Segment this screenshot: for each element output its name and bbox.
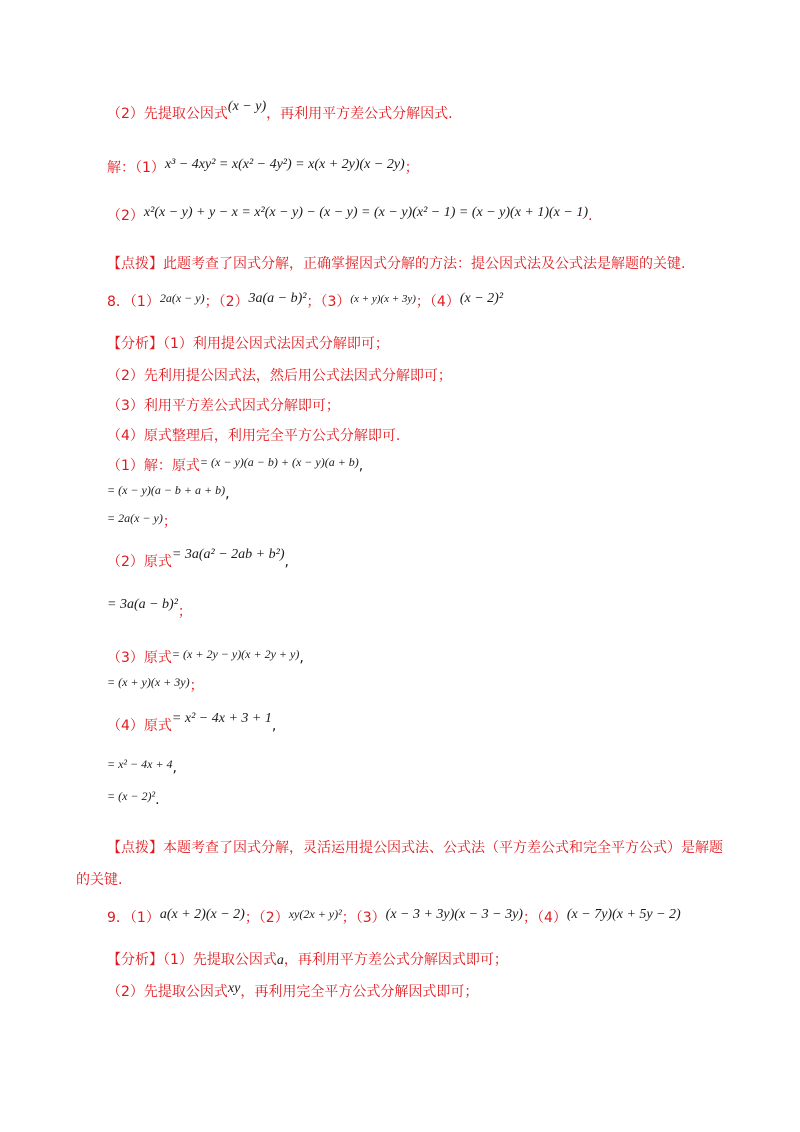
text-line-21 xyxy=(0,870,800,890)
text: ，再利用完全平方公式分解因式即可； xyxy=(240,984,479,1000)
formula: = (x − y)(a − b + a + b) xyxy=(107,483,226,497)
text-line-16 xyxy=(0,676,800,696)
formula: 2a(x − y) xyxy=(159,291,205,305)
text-line-3 xyxy=(0,206,800,227)
formula: 3a(a − b)² xyxy=(248,291,307,306)
formula: x²(x − y) + y − x = x²(x − y) − (x − y) = (x − y)(x² − 1) = (x − y)(x + 1)(x − 1) xyxy=(143,205,589,220)
text: ，再利用平方差公式分解因式. xyxy=(266,106,453,122)
formula: = 2a(x − y) xyxy=(107,511,163,525)
text: , xyxy=(271,718,277,734)
text-line-14 xyxy=(0,597,800,623)
text: 的关键. xyxy=(76,872,123,888)
text-line-7 xyxy=(0,366,800,386)
text: 【分析】（1）先提取公因式 xyxy=(107,952,277,968)
text-line-24 xyxy=(0,982,800,1003)
text-line-22 xyxy=(0,908,800,929)
text: 【分析】（1）利用提公因式法因式分解即可； xyxy=(107,336,389,352)
text: （1）解：原式 xyxy=(107,458,200,474)
text: 9．（1） xyxy=(107,910,160,926)
text-line-17 xyxy=(0,711,800,737)
text-line-1 xyxy=(0,99,800,125)
text: , xyxy=(358,458,364,474)
text-line-19 xyxy=(0,790,800,810)
formula: (x − 3 + 3y)(x − 3 − 3y) xyxy=(385,907,523,922)
text-line-18 xyxy=(0,758,800,778)
formula: x³ − 4xy² = x(x² − 4y²) = x(x + 2y)(x − 2y) xyxy=(164,157,405,172)
text-line-2 xyxy=(0,158,800,179)
text: . xyxy=(155,792,160,808)
text: ；（2） xyxy=(244,910,289,926)
formula: = x² − 4x + 4 xyxy=(107,757,173,771)
formula: = 3a(a − b)² xyxy=(107,597,178,612)
formula: xy(2x + y)² xyxy=(288,907,342,921)
text: （2） xyxy=(107,208,144,224)
formula: = x² − 4x + 3 + 1 xyxy=(171,711,272,726)
text: （3）利用平方差公式因式分解即可； xyxy=(107,398,340,414)
text: ；（4） xyxy=(522,910,567,926)
formula: (x − 2)² xyxy=(459,291,504,306)
text: ； xyxy=(189,678,204,694)
text: ；（3） xyxy=(306,294,351,310)
text: （2）先利用提公因式法，然后用公式法因式分解即可； xyxy=(107,368,452,384)
text: . xyxy=(588,208,593,224)
text: ；（4） xyxy=(415,294,460,310)
formula: xy xyxy=(227,981,241,996)
text-line-9 xyxy=(0,426,800,446)
formula: = (x + 2y − y)(x + 2y + y) xyxy=(171,647,300,661)
text-line-11 xyxy=(0,484,800,504)
text-line-4 xyxy=(0,254,800,274)
formula: a xyxy=(276,953,284,968)
text: , xyxy=(284,554,289,570)
text: ；（3） xyxy=(341,910,386,926)
text: 8．（1） xyxy=(107,294,160,310)
text: （2）先提取公因式 xyxy=(107,984,228,1000)
text: （2）原式 xyxy=(107,554,172,570)
text: ，再利用平方差公式分解因式即可； xyxy=(283,952,508,968)
text: , xyxy=(225,486,230,502)
text: （2）先提取公因式 xyxy=(107,106,228,122)
text-line-10 xyxy=(0,456,800,476)
text: ； xyxy=(162,514,177,530)
text: ； xyxy=(177,604,192,620)
text: 解：（1） xyxy=(107,160,165,176)
formula: (x − y) xyxy=(227,99,267,114)
formula: = (x + y)(x + 3y) xyxy=(107,675,190,689)
text-line-20 xyxy=(0,838,800,858)
text-line-8 xyxy=(0,396,800,416)
text-line-5 xyxy=(0,292,800,313)
text: （3）原式 xyxy=(107,650,172,666)
text: ； xyxy=(404,160,419,176)
formula: (x + y)(x + 3y) xyxy=(350,293,416,305)
text-line-13 xyxy=(0,547,800,573)
text: ；（2） xyxy=(204,294,249,310)
text-line-12 xyxy=(0,512,800,532)
text: （4）原式整理后，利用完全平方公式分解即可. xyxy=(107,428,401,444)
formula: = (x − 2)² xyxy=(107,789,156,803)
text: , xyxy=(299,650,304,666)
formula: = 3a(a² − 2ab + b²) xyxy=(171,547,285,562)
text: （4）原式 xyxy=(107,718,172,734)
text-line-23 xyxy=(0,950,800,971)
formula: = (x − y)(a − b) + (x − y)(a + b) xyxy=(199,455,359,469)
text-line-15 xyxy=(0,648,800,668)
text: , xyxy=(172,760,177,776)
text: 【点拨】此题考查了因式分解，正确掌握因式分解的方法：提公因式法及公式法是解题的关键. xyxy=(107,256,686,272)
text: 【点拨】本题考查了因式分解，灵活运用提公因式法、公式法（平方差公式和完全平方公式）是解题 xyxy=(107,840,723,856)
formula: (x − 7y)(x + 5y − 2) xyxy=(566,907,681,922)
text-line-6 xyxy=(0,334,800,354)
formula: a(x + 2)(x − 2) xyxy=(159,907,245,922)
